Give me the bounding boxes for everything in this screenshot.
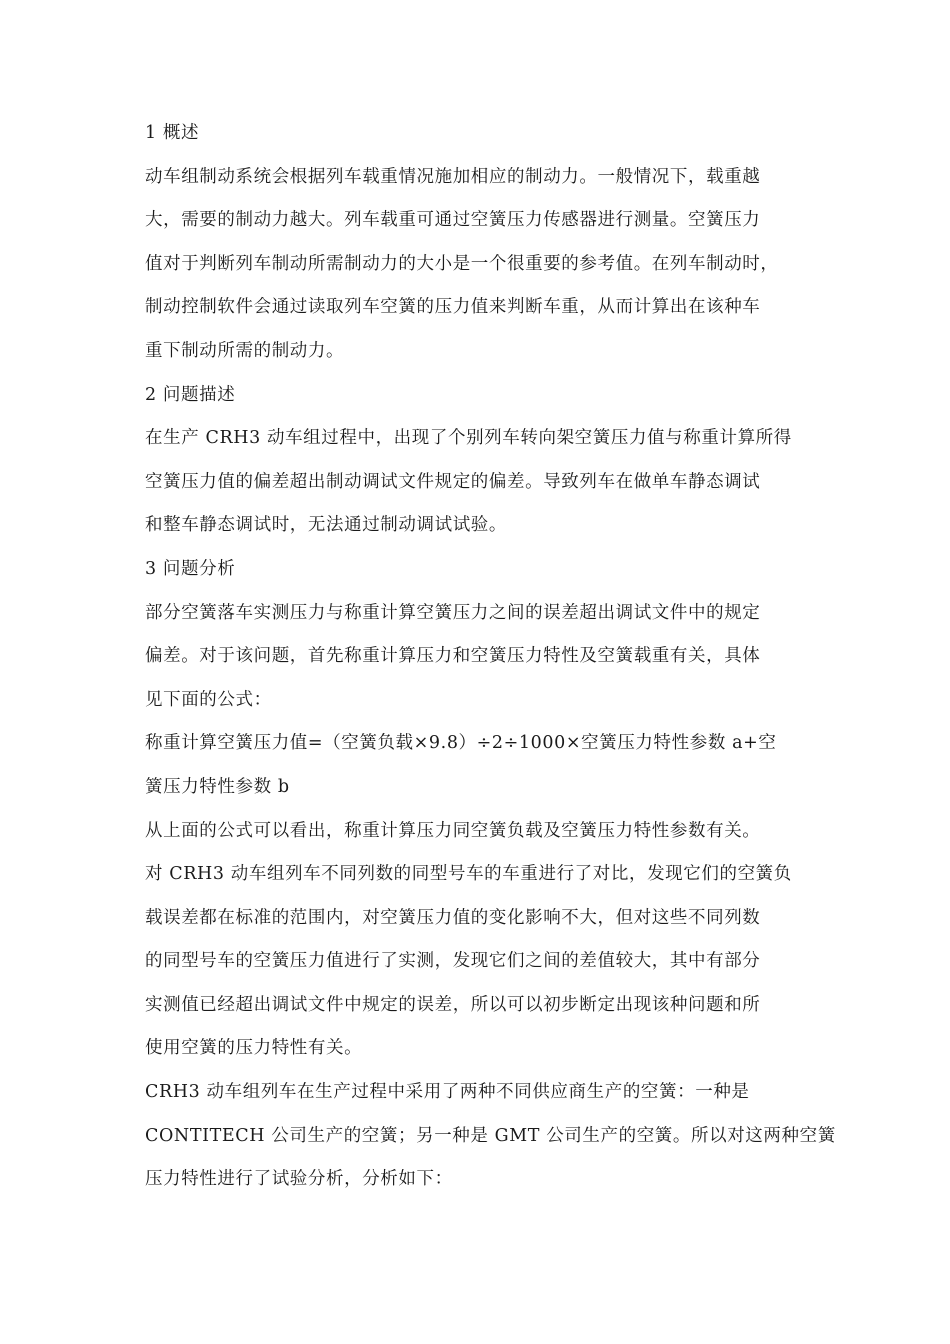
formula-line: 称重计算空簧压力值=（空簧负载×9.8）÷2÷1000×空簧压力特性参数 a+空 <box>145 733 777 754</box>
paragraph-overview <box>145 156 810 374</box>
formula-line: 簧压力特性参数 b <box>145 776 290 797</box>
paragraph-suppliers <box>145 1071 836 1202</box>
paragraph-problem-description <box>145 417 810 548</box>
text-line: 使用空簧的压力特性有关。 <box>145 1038 363 1059</box>
text-line: 偏差。对于该问题，首先称重计算压力和空簧压力特性及空簧载重有关，具体 <box>145 646 761 667</box>
text-line: 对 CRH3 动车组列车不同列数的同型号车的车重进行了对比，发现它们的空簧负 <box>145 864 792 885</box>
document-body <box>145 112 836 1202</box>
text-line: 部分空簧落车实测压力与称重计算空簧压力之间的误差超出调试文件中的规定 <box>145 602 761 623</box>
text-line: 在生产 CRH3 动车组过程中，出现了个别列车转向架空簧压力值与称重计算所得 <box>145 428 792 449</box>
text-line: 见下面的公式： <box>145 689 272 710</box>
text-line: 制动控制软件会通过读取列车空簧的压力值来判断车重，从而计算出在该种车 <box>145 297 761 318</box>
section-heading-problem-description: 2 问题描述 <box>145 384 236 405</box>
text-line: 值对于判断列车制动所需制动力的大小是一个很重要的参考值。在列车制动时， <box>145 253 779 274</box>
text-line: 从上面的公式可以看出，称重计算压力同空簧负载及空簧压力特性参数有关。 <box>145 820 761 841</box>
text-line: 载误差都在标准的范围内，对空簧压力值的变化影响不大，但对这些不同列数 <box>145 907 761 928</box>
section-heading-overview: 1 概述 <box>145 123 200 143</box>
text-line: CONTITECH 公司生产的空簧；另一种是 GMT 公司生产的空簧。所以对这两种空簧 <box>145 1125 836 1146</box>
paragraph-formula <box>145 722 810 809</box>
text-line: 压力特性进行了试验分析，分析如下： <box>145 1169 453 1190</box>
text-line: 的同型号车的空簧压力值进行了实测，发现它们之间的差值较大，其中有部分 <box>145 951 761 972</box>
paragraph-analysis-comparison <box>145 810 810 1072</box>
text-line: 空簧压力值的偏差超出制动调试文件规定的偏差。导致列车在做单车静态调试 <box>145 471 761 492</box>
text-line: 和整车静态调试时，无法通过制动调试试验。 <box>145 515 507 536</box>
paragraph-analysis-intro <box>145 592 810 723</box>
text-line: 动车组制动系统会根据列车载重情况施加相应的制动力。一般情况下，载重越 <box>145 166 761 187</box>
text-line: 实测值已经超出调试文件中规定的误差，所以可以初步断定出现该种问题和所 <box>145 994 761 1015</box>
text-line: 重下制动所需的制动力。 <box>145 340 345 361</box>
text-line: 大，需要的制动力越大。列车载重可通过空簧压力传感器进行测量。空簧压力 <box>145 210 761 231</box>
section-heading-problem-analysis: 3 问题分析 <box>145 558 236 579</box>
text-line: CRH3 动车组列车在生产过程中采用了两种不同供应商生产的空簧：一种是 <box>145 1082 750 1103</box>
